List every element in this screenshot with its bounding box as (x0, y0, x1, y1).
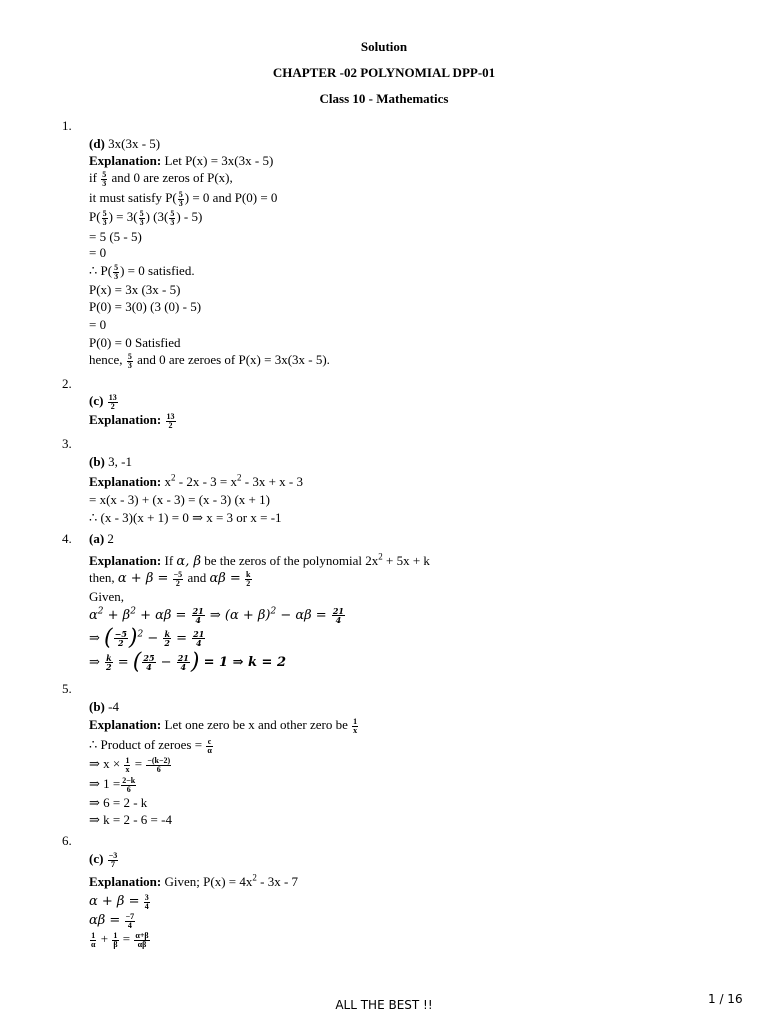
numerator: k (106, 653, 112, 663)
math: α, β (176, 554, 201, 569)
question-number: 3. (62, 436, 72, 451)
fraction (163, 630, 171, 647)
math: − (156, 655, 176, 670)
numerator: −5 (173, 569, 183, 579)
text: and 0 are zeroes of P(x) = 3x(3x - 5). (137, 352, 330, 367)
answer-option: (d) (89, 136, 105, 151)
fraction (114, 630, 128, 647)
fraction (105, 654, 113, 671)
denominator: 4 (180, 662, 187, 672)
operator: = (122, 931, 131, 946)
text: + 5x + k (382, 553, 430, 568)
answer-line (89, 136, 160, 152)
math: + αβ = (135, 608, 187, 623)
text: x (164, 474, 171, 489)
numerator: k (246, 569, 251, 579)
question-number: 5. (62, 681, 72, 696)
denominator: 2 (175, 578, 180, 588)
denominator: 2 (106, 662, 112, 672)
text: be the zeros of the polynomial 2x (204, 553, 379, 568)
numerator: 21 (193, 629, 205, 639)
text: - 3x + x - 3 (241, 474, 303, 489)
math: αβ = (209, 571, 241, 586)
answer-text: -4 (108, 699, 119, 714)
solution-line (89, 263, 195, 281)
math: α + β = (117, 571, 169, 586)
fraction (108, 852, 119, 869)
denominator: 3 (139, 217, 144, 227)
denominator: 3 (114, 271, 119, 281)
footer-message: ALL THE BEST !! (335, 998, 433, 1012)
denominator: 3 (102, 217, 107, 227)
fraction (112, 932, 118, 949)
denominator: 2 (117, 638, 124, 648)
text: ∴ P( (89, 263, 113, 278)
exponent: 2 (252, 872, 257, 883)
numerator: 21 (177, 653, 189, 663)
fraction (173, 571, 184, 588)
solution-line: P(0) = 3(0) (3 (0) - 5) (89, 299, 202, 314)
numerator: 13 (166, 411, 175, 421)
denominator: α (207, 745, 212, 755)
fraction (146, 757, 171, 774)
explanation-label: Explanation: (89, 717, 162, 732)
solution-line (89, 607, 346, 624)
math: ⇒ (α + β) (209, 608, 271, 623)
fraction (108, 394, 118, 411)
denominator: 7 (110, 859, 115, 869)
paren: ( (132, 649, 142, 675)
numerator: 1 (91, 930, 96, 940)
numerator: 1 (113, 930, 118, 940)
numerator: 21 (332, 606, 344, 616)
text: ) = 3( (108, 209, 138, 224)
answer-option: (b) (89, 454, 105, 469)
solution-line (89, 190, 277, 208)
numerator: 5 (114, 262, 119, 272)
text: - 2x - 3 = x (175, 474, 237, 489)
question-number: 6. (62, 833, 72, 848)
numerator: 5 (139, 208, 144, 218)
question-number: 2. (62, 376, 72, 391)
text: - 3x - 7 (256, 874, 299, 889)
exponent: 2 (137, 629, 144, 640)
fraction (113, 264, 119, 281)
numerator: c (207, 736, 212, 746)
exponent: 2 (97, 606, 104, 617)
denominator: 4 (195, 615, 201, 625)
denominator: 4 (146, 662, 152, 672)
denominator: x (353, 725, 358, 735)
fraction (206, 738, 212, 755)
fraction (332, 607, 345, 624)
math: = 1 ⇒ k = 2 (203, 655, 286, 670)
numerator: 3 (144, 892, 149, 902)
fraction (144, 894, 150, 911)
text: ) - 5) (176, 209, 203, 224)
solution-line (89, 776, 137, 794)
answer-text: 2 (107, 531, 114, 546)
denominator: 3 (127, 360, 132, 370)
text: and 0 are zeros of P(x), (111, 170, 233, 185)
solution-line (89, 756, 172, 774)
math: = (172, 631, 188, 646)
explanation-line (89, 474, 303, 490)
solution-line (89, 352, 330, 370)
denominator: 3 (170, 217, 175, 227)
fraction (142, 654, 155, 671)
solution-line: = x(x - 3) + (x - 3) = (x - 3) (x + 1) (89, 492, 270, 507)
numerator: −(k−2) (147, 755, 171, 765)
numerator: 2−k (122, 775, 136, 785)
numerator: −7 (125, 911, 135, 921)
math: αβ = (89, 913, 121, 928)
numerator: 1 (353, 716, 358, 726)
exponent: 2 (171, 472, 176, 483)
fraction (102, 210, 108, 227)
solution-line (89, 893, 151, 911)
question-number: 1. (62, 118, 72, 133)
fraction (124, 757, 130, 774)
text: If (164, 553, 174, 568)
answer-line (89, 393, 119, 411)
math: = (113, 655, 129, 670)
answer-option: (c) (89, 393, 104, 408)
denominator: β (113, 939, 118, 949)
answer-line (89, 851, 119, 869)
answer-line (89, 454, 132, 470)
solution-line: = 0 (89, 245, 107, 260)
solution-line (89, 737, 214, 755)
text: then, (89, 570, 115, 585)
denominator: 4 (127, 920, 132, 930)
question-number: 4. (62, 531, 72, 546)
numerator: k (164, 629, 170, 639)
explanation-line (89, 153, 273, 169)
text: = (134, 756, 143, 771)
text: if (89, 170, 97, 185)
class-subject: Class 10 - Mathematics (319, 91, 449, 106)
fraction (245, 571, 251, 588)
numerator: 5 (170, 208, 175, 218)
text: P( (89, 209, 101, 224)
fraction (101, 171, 107, 188)
denominator: α (91, 939, 96, 949)
text: ⇒ 1 = (89, 776, 121, 791)
explanation-line (89, 412, 177, 430)
math: − (143, 631, 163, 646)
exponent: 2 (270, 606, 277, 617)
denominator: 6 (156, 764, 161, 774)
numerator: 5 (102, 208, 107, 218)
fraction (177, 654, 190, 671)
paren: ( (104, 625, 113, 651)
paren: ) (190, 649, 200, 675)
solution-line: Given, (89, 589, 125, 604)
fraction (352, 718, 358, 735)
solution-line (89, 570, 253, 588)
denominator: 2 (164, 638, 170, 648)
text: it must satisfy P( (89, 190, 177, 205)
answer-line (89, 531, 114, 547)
solution-line (89, 649, 286, 675)
math: ⇒ (89, 655, 100, 670)
answer-option: (a) (89, 531, 105, 546)
denominator: 2 (110, 401, 115, 411)
exponent: 2 (378, 551, 383, 562)
explanation-label: Explanation: (89, 474, 162, 489)
fraction (127, 353, 133, 370)
solution-line: P(x) = 3x (3x - 5) (89, 282, 181, 297)
explanation-label: Explanation: (89, 553, 162, 568)
fraction (134, 932, 149, 949)
text: Given; P(x) = 4x (164, 874, 253, 889)
numerator: −5 (114, 629, 127, 639)
math: α + β = (89, 894, 140, 909)
text: hence, (89, 352, 123, 367)
fraction (139, 210, 145, 227)
math: α (89, 608, 98, 623)
explanation-label: Explanation: (89, 153, 162, 168)
numerator: 5 (127, 351, 132, 361)
explanation-line (89, 874, 298, 890)
text: ) = 0 satisfied. (120, 263, 195, 278)
solution-line (89, 625, 206, 651)
denominator: 2 (168, 420, 173, 430)
operator: + (100, 931, 109, 946)
solution-line: = 0 (89, 317, 107, 332)
denominator: 4 (335, 615, 342, 625)
math: − αβ = (276, 608, 327, 623)
explanation-label: Explanation: (89, 412, 162, 427)
explanation-line (89, 553, 430, 570)
text: ) (3( (145, 209, 169, 224)
numerator: α+β (135, 930, 149, 940)
solution-line: ∴ (x - 3)(x + 1) = 0 ⇒ x = 3 or x = -1 (89, 510, 282, 525)
page-number: 1 / 16 (708, 992, 743, 1006)
numerator: 1 (125, 755, 130, 765)
paren: ) (128, 625, 138, 651)
denominator: 3 (178, 198, 183, 208)
fraction (169, 210, 175, 227)
answer-text: 3, -1 (108, 454, 132, 469)
answer-option: (c) (89, 851, 104, 866)
solution-line (89, 912, 136, 930)
denominator: αβ (137, 939, 147, 949)
math: ⇒ (89, 631, 100, 646)
math: + β (103, 608, 131, 623)
solution-line (89, 170, 233, 188)
text: ) = 0 and P(0) = 0 (184, 190, 278, 205)
fraction (192, 630, 205, 647)
denominator: x (125, 764, 130, 774)
text: and (187, 570, 207, 585)
solution-line: ⇒ k = 2 - 6 = -4 (89, 812, 172, 827)
exponent: 2 (130, 606, 136, 617)
text: ∴ Product of zeroes = (89, 737, 203, 752)
numerator: 25 (143, 653, 155, 663)
explanation-text: Let one zero be x and other zero be (164, 717, 348, 732)
explanation-line (89, 717, 359, 735)
answer-text: 3x(3x - 5) (108, 136, 161, 151)
text: ⇒ x × (89, 756, 121, 771)
answer-option: (b) (89, 699, 105, 714)
solution-line: P(0) = 0 Satisfied (89, 335, 181, 350)
numerator: 21 (192, 606, 204, 616)
fraction (192, 607, 205, 624)
denominator: 2 (246, 578, 251, 588)
fraction (125, 913, 136, 930)
denominator: 3 (102, 178, 107, 188)
fraction (90, 932, 96, 949)
answer-line (89, 699, 119, 715)
solution-line (89, 931, 151, 949)
numerator: 5 (178, 189, 183, 199)
denominator: 4 (195, 638, 202, 648)
numerator: 5 (102, 169, 107, 179)
explanation-text: Let P(x) = 3x(3x - 5) (164, 153, 274, 168)
solution-line: = 5 (5 - 5) (89, 229, 142, 244)
solution-line: ⇒ 6 = 2 - k (89, 795, 148, 810)
explanation-label: Explanation: (89, 874, 162, 889)
page-title: Solution (360, 39, 408, 54)
denominator: 6 (126, 784, 131, 794)
numerator: −3 (108, 850, 118, 860)
numerator: 13 (108, 392, 117, 402)
exponent: 2 (237, 472, 242, 483)
fraction (178, 191, 184, 208)
fraction (121, 777, 136, 794)
fraction (166, 413, 176, 430)
denominator: 4 (144, 901, 149, 911)
solution-line (89, 209, 202, 227)
chapter-title: CHAPTER -02 POLYNOMIAL DPP-01 (272, 65, 496, 80)
